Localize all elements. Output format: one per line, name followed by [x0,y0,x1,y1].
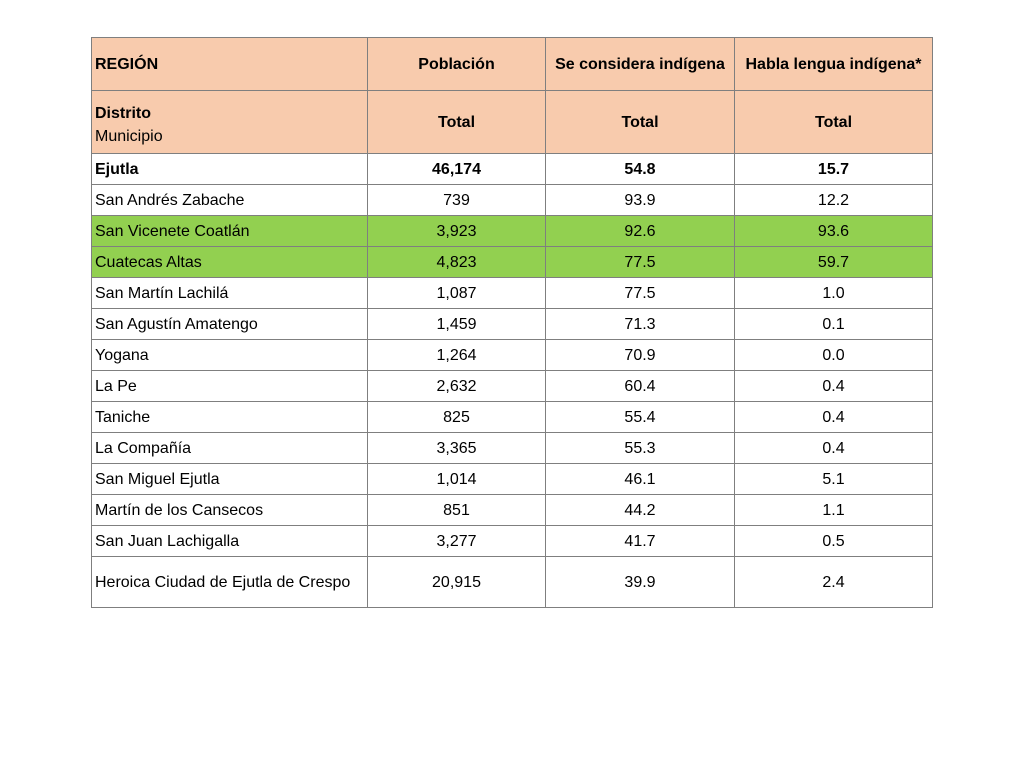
municipio-cell: Yogana [92,340,368,371]
table-row [92,433,933,464]
poblacion-total-header: Total [368,91,546,154]
poblacion-cell: 1,459 [368,309,546,340]
municipio-cell: Heroica Ciudad de Ejutla de Crespo [92,557,368,608]
lengua-cell: 1.1 [735,495,933,526]
indigena-cell: 60.4 [546,371,735,402]
lengua-cell: 0.0 [735,340,933,371]
lengua-cell: 0.4 [735,433,933,464]
lengua-cell: 0.4 [735,402,933,433]
poblacion-cell: 46,174 [368,154,546,185]
table-row [92,557,933,608]
indigena-cell: 77.5 [546,247,735,278]
poblacion-cell: 2,632 [368,371,546,402]
indigena-total-header: Total [546,91,735,154]
municipio-cell: San Martín Lachilá [92,278,368,309]
indigena-cell: 93.9 [546,185,735,216]
lengua-cell: 0.5 [735,526,933,557]
poblacion-cell: 739 [368,185,546,216]
table-row [92,402,933,433]
population-table [91,37,933,608]
indigena-cell: 55.3 [546,433,735,464]
lengua-total-header: Total [735,91,933,154]
lengua-cell: 12.2 [735,185,933,216]
lengua-cell: 5.1 [735,464,933,495]
municipio-label: Municipio [95,128,163,145]
table-row [92,526,933,557]
region-header: REGIÓN [92,38,368,91]
poblacion-cell: 851 [368,495,546,526]
municipio-cell: San Miguel Ejutla [92,464,368,495]
indigena-cell: 92.6 [546,216,735,247]
distrito-label: Distrito [95,105,151,122]
municipio-cell: Ejutla [92,154,368,185]
municipio-cell: Cuatecas Altas [92,247,368,278]
table-row [92,340,933,371]
header-row-2 [92,91,933,154]
table-row [92,309,933,340]
lengua-cell: 0.1 [735,309,933,340]
poblacion-cell: 3,923 [368,216,546,247]
lengua-cell: 2.4 [735,557,933,608]
indigena-cell: 70.9 [546,340,735,371]
indigena-cell: 39.9 [546,557,735,608]
poblacion-cell: 1,014 [368,464,546,495]
indigena-cell: 46.1 [546,464,735,495]
poblacion-cell: 1,264 [368,340,546,371]
table-row [92,247,933,278]
table-row [92,216,933,247]
table-row [92,154,933,185]
table-row [92,371,933,402]
indigena-cell: 54.8 [546,154,735,185]
poblacion-cell: 825 [368,402,546,433]
poblacion-cell: 1,087 [368,278,546,309]
municipio-cell: San Vicenete Coatlán [92,216,368,247]
municipio-cell: San Juan Lachigalla [92,526,368,557]
municipio-cell: San Andrés Zabache [92,185,368,216]
indigena-cell: 77.5 [546,278,735,309]
municipio-cell: La Compañía [92,433,368,464]
lengua-cell: 93.6 [735,216,933,247]
indigena-cell: 71.3 [546,309,735,340]
poblacion-cell: 20,915 [368,557,546,608]
lengua-cell: 1.0 [735,278,933,309]
table-row [92,464,933,495]
poblacion-header: Población [368,38,546,91]
table-row [92,278,933,309]
header-row-1 [92,38,933,91]
poblacion-cell: 3,277 [368,526,546,557]
indigena-cell: 44.2 [546,495,735,526]
municipio-cell: Taniche [92,402,368,433]
lengua-cell: 0.4 [735,371,933,402]
distrito-municipio-header [92,91,368,154]
lengua-cell: 59.7 [735,247,933,278]
indigena-cell: 41.7 [546,526,735,557]
municipio-cell: San Agustín Amatengo [92,309,368,340]
lengua-cell: 15.7 [735,154,933,185]
lengua-header: Habla lengua indígena* [735,38,933,91]
municipio-cell: La Pe [92,371,368,402]
poblacion-cell: 4,823 [368,247,546,278]
indigena-cell: 55.4 [546,402,735,433]
table-row [92,185,933,216]
indigena-header: Se considera indígena [546,38,735,91]
poblacion-cell: 3,365 [368,433,546,464]
municipio-cell: Martín de los Cansecos [92,495,368,526]
table-row [92,495,933,526]
